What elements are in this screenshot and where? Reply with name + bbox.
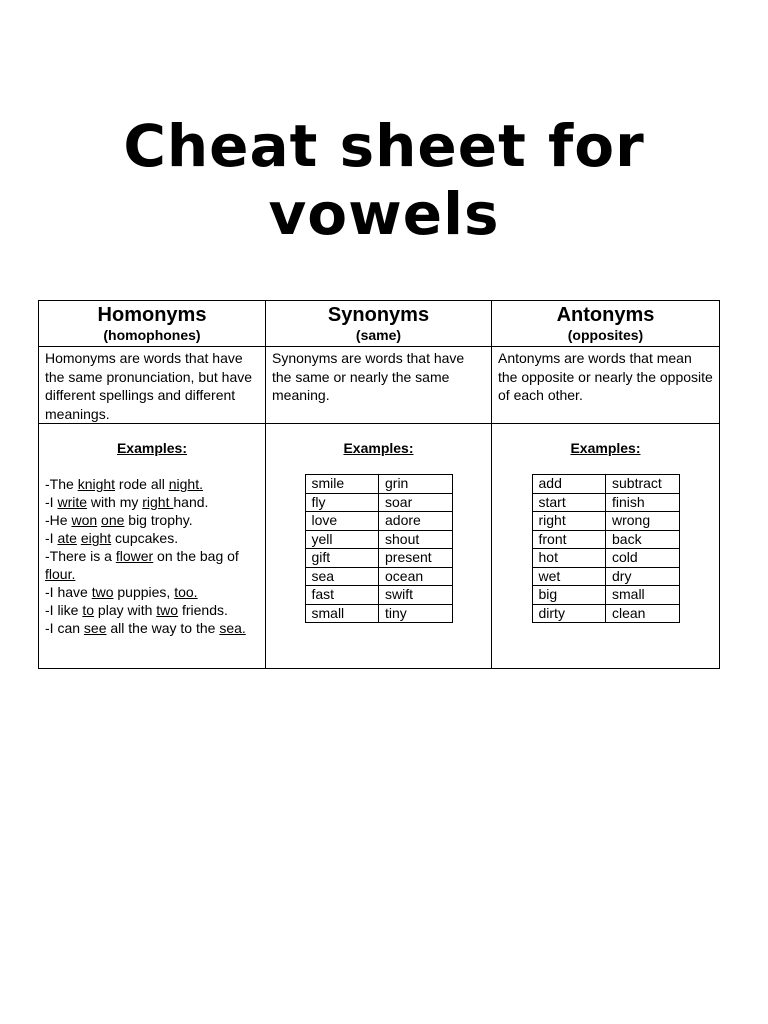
sentence-text: -I have xyxy=(45,584,92,600)
antonyms-examples xyxy=(492,424,720,669)
synonym-pair-row xyxy=(305,586,452,605)
underlined-word: write xyxy=(57,494,88,510)
synonym-word: smile xyxy=(305,475,379,494)
synonyms-examples-label: Examples: xyxy=(343,440,414,456)
synonym-pairs-table xyxy=(305,474,453,623)
antonym-word: clean xyxy=(606,604,680,623)
synonym-word: shout xyxy=(379,530,453,549)
antonym-pair-row xyxy=(532,549,679,568)
underlined-word: flower xyxy=(115,548,154,564)
examples-row xyxy=(39,424,720,669)
sentence-text: -I xyxy=(45,530,58,546)
antonym-word: finish xyxy=(606,493,680,512)
header-row xyxy=(39,301,720,347)
synonym-pair-row xyxy=(305,604,452,623)
antonym-word: dirty xyxy=(532,604,606,623)
synonym-pair-row xyxy=(305,512,452,531)
antonym-word: wet xyxy=(532,567,606,586)
antonym-pair-row xyxy=(532,586,679,605)
synonym-pair-row xyxy=(305,475,452,494)
example-sentence xyxy=(45,493,259,511)
synonym-word: fly xyxy=(305,493,379,512)
homonyms-examples-label: Examples: xyxy=(116,440,188,456)
underlined-word: ate xyxy=(57,530,77,546)
synonym-word: present xyxy=(379,549,453,568)
synonyms-subheading: (same) xyxy=(355,327,402,343)
example-sentence xyxy=(45,511,259,529)
homonym-sentence-list xyxy=(45,475,259,637)
sentence-text: rode all xyxy=(115,476,169,492)
antonym-pair-row xyxy=(532,604,679,623)
sentence-text: -I like xyxy=(45,602,83,618)
antonym-word: add xyxy=(532,475,606,494)
synonym-word: adore xyxy=(379,512,453,531)
example-sentence xyxy=(45,619,259,637)
antonym-word: back xyxy=(606,530,680,549)
synonym-word: fast xyxy=(305,586,379,605)
synonym-word: love xyxy=(305,512,379,531)
sentence-text: friends. xyxy=(178,602,228,618)
synonyms-description: Synonyms are words that have the same or nearly the same meaning. xyxy=(266,347,492,424)
synonym-pair-row xyxy=(305,493,452,512)
description-row xyxy=(39,347,720,424)
antonym-word: dry xyxy=(606,567,680,586)
synonym-word: yell xyxy=(305,530,379,549)
synonym-word: small xyxy=(305,604,379,623)
sentence-text: puppies, xyxy=(113,584,175,600)
sentence-text: cupcakes. xyxy=(111,530,179,546)
antonym-word: start xyxy=(532,493,606,512)
synonyms-header xyxy=(266,301,492,347)
page-title: Cheat sheet for vowels xyxy=(123,112,645,248)
antonym-pair-row xyxy=(532,475,679,494)
antonyms-heading: Antonyms xyxy=(556,304,655,326)
synonyms-heading: Synonyms xyxy=(327,304,430,326)
antonym-word: front xyxy=(532,530,606,549)
underlined-word: won xyxy=(71,512,98,528)
underlined-word: to xyxy=(82,602,95,618)
antonym-word: cold xyxy=(606,549,680,568)
antonym-word: big xyxy=(532,586,606,605)
example-sentence xyxy=(45,601,259,619)
synonym-pair-row xyxy=(305,549,452,568)
underlined-word: see xyxy=(83,620,107,636)
synonym-pair-row xyxy=(305,530,452,549)
underlined-word: knight xyxy=(77,476,116,492)
underlined-word: one xyxy=(101,512,125,528)
synonym-word: grin xyxy=(379,475,453,494)
example-sentence xyxy=(45,529,259,547)
antonym-pair-row xyxy=(532,493,679,512)
sentence-text: -He xyxy=(45,512,72,528)
antonym-word: wrong xyxy=(606,512,680,531)
sentence-text: hand. xyxy=(173,494,209,510)
underlined-word: sea. xyxy=(219,620,246,636)
synonym-word: sea xyxy=(305,567,379,586)
homonyms-subheading: (homophones) xyxy=(103,327,201,343)
antonyms-header xyxy=(492,301,720,347)
sentence-text: play with xyxy=(94,602,157,618)
antonym-word: small xyxy=(606,586,680,605)
antonym-pair-row xyxy=(532,567,679,586)
example-sentence xyxy=(45,547,259,583)
sentence-text: with my xyxy=(87,494,143,510)
antonym-pair-row xyxy=(532,512,679,531)
synonym-word: tiny xyxy=(379,604,453,623)
underlined-word: too. xyxy=(174,584,198,600)
cheat-sheet-table xyxy=(38,300,720,669)
synonym-word: ocean xyxy=(379,567,453,586)
sentence-text: -There is a xyxy=(45,548,116,564)
antonym-pair-row xyxy=(532,530,679,549)
underlined-word: night. xyxy=(168,476,203,492)
antonyms-examples-label: Examples: xyxy=(570,440,641,456)
sentence-text: on the bag of xyxy=(153,548,239,564)
homonyms-heading: Homonyms xyxy=(97,304,207,326)
example-sentence xyxy=(45,475,259,493)
sentence-text: -The xyxy=(45,476,78,492)
sentence-text: -I can xyxy=(45,620,84,636)
example-sentence xyxy=(45,583,259,601)
antonyms-subheading: (opposites) xyxy=(567,327,644,343)
sentence-text: all the way to the xyxy=(106,620,220,636)
synonyms-examples xyxy=(266,424,492,669)
synonym-word: swift xyxy=(379,586,453,605)
underlined-word: flour. xyxy=(45,566,76,582)
antonym-word: hot xyxy=(532,549,606,568)
sentence-text: -I xyxy=(45,494,58,510)
antonym-word: right xyxy=(532,512,606,531)
underlined-word: eight xyxy=(80,530,112,546)
antonyms-description: Antonyms are words that mean the opposite or nearly the opposite of each other. xyxy=(492,347,720,424)
synonym-word: gift xyxy=(305,549,379,568)
homonyms-header xyxy=(39,301,266,347)
homonyms-examples xyxy=(39,424,266,669)
underlined-word: two xyxy=(91,584,114,600)
homonyms-description: Homonyms are words that have the same pronunciation, but have different spellings and different meanings. xyxy=(39,347,266,424)
antonym-pairs-table xyxy=(532,474,680,623)
synonym-word: soar xyxy=(379,493,453,512)
underlined-word: right xyxy=(142,494,174,510)
synonym-pair-row xyxy=(305,567,452,586)
antonym-word: subtract xyxy=(606,475,680,494)
underlined-word: two xyxy=(156,602,179,618)
sentence-text: big trophy. xyxy=(124,512,193,528)
